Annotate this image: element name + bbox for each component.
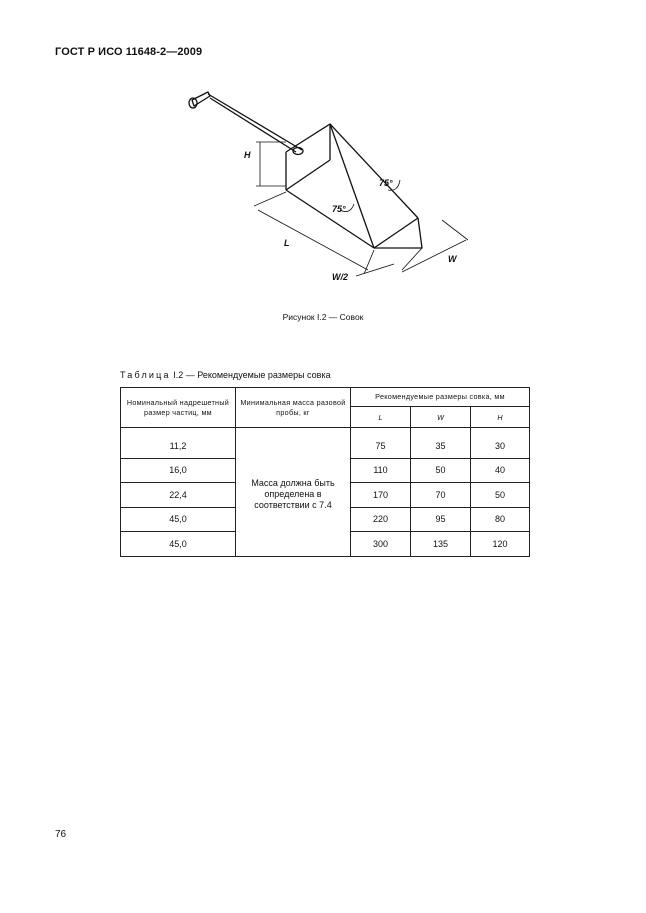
handle-shaft	[208, 94, 302, 152]
table-title-rest: I.2 — Рекомендуемые размеры совка	[170, 370, 331, 380]
cell-w: 70	[411, 483, 471, 508]
dim-l-line	[254, 192, 374, 274]
table-title	[120, 370, 331, 380]
cell-h: 80	[471, 507, 530, 532]
label-angle-mid: 75°	[332, 204, 346, 214]
dim-w-line	[402, 220, 468, 272]
header-recommended-dims: Рекомендуемые размеры совка, мм	[351, 388, 530, 407]
cell-h: 40	[471, 458, 530, 483]
header-particle-size: Номинальный надрешетный размер частиц, мм	[121, 388, 236, 428]
scoop-dimensions-table	[120, 387, 530, 557]
cell-size: 22,4	[121, 483, 236, 508]
cell-size: 45,0	[121, 507, 236, 532]
header-min-mass: Минимальная масса разовой пробы, кг	[236, 388, 351, 428]
cell-h: 120	[471, 532, 530, 557]
scoop-bottom-inner	[286, 160, 330, 190]
cell-w: 95	[411, 507, 471, 532]
cell-h: 30	[471, 428, 530, 459]
table-row	[121, 428, 530, 459]
scoop-front-slope	[374, 218, 418, 248]
label-w2: W/2	[332, 272, 349, 282]
cell-w: 35	[411, 428, 471, 459]
header-h: H	[471, 407, 530, 428]
dim-h-line	[256, 142, 286, 186]
scoop-bottom-left	[286, 190, 374, 248]
cell-mass-note: Масса должна быть определена в соответствии с 7.4	[236, 428, 351, 557]
header-w: W	[411, 407, 471, 428]
page-number: 76	[55, 829, 67, 840]
cell-w: 50	[411, 458, 471, 483]
scoop-figure	[180, 80, 480, 295]
cell-size: 45,0	[121, 532, 236, 557]
cell-l: 170	[351, 483, 411, 508]
cell-w: 135	[411, 532, 471, 557]
label-w: W	[448, 254, 457, 264]
cell-h: 50	[471, 483, 530, 508]
scoop-back-top-edge	[286, 124, 418, 218]
cell-size: 16,0	[121, 458, 236, 483]
header-l: L	[351, 407, 411, 428]
label-angle-top: 75°	[379, 178, 393, 188]
label-l: L	[284, 238, 290, 248]
cell-l: 75	[351, 428, 411, 459]
cell-size: 11,2	[121, 428, 236, 459]
document-header: ГОСТ Р ИСО 11648-2—2009	[55, 46, 203, 58]
cell-l: 300	[351, 532, 411, 557]
cell-l: 110	[351, 458, 411, 483]
cell-l: 220	[351, 507, 411, 532]
dim-w2-line	[356, 264, 394, 276]
table-title-prefix: Таблица	[120, 370, 171, 380]
scoop-side-slope	[330, 124, 374, 248]
label-h: H	[244, 150, 251, 160]
figure-caption: Рисунок I.2 — Совок	[282, 312, 364, 322]
